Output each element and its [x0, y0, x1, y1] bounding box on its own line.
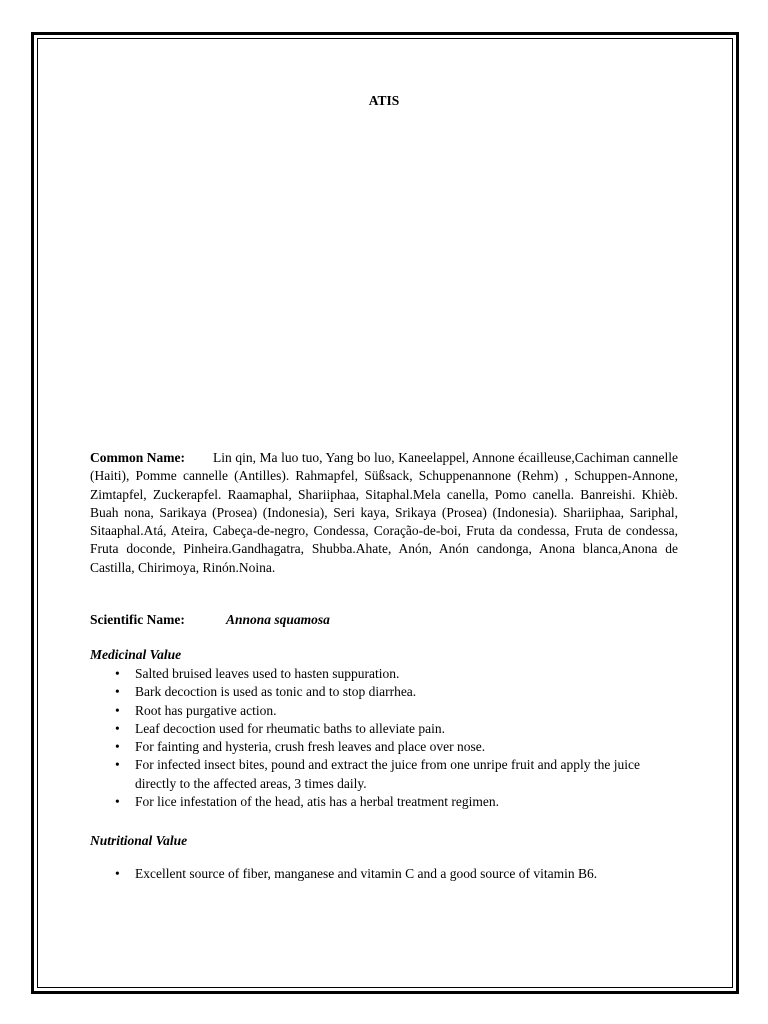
bullet-icon: • — [115, 739, 120, 755]
list-item: • Bark decoction is used as tonic and to stop diarrhea. — [90, 683, 680, 701]
common-name-paragraph — [90, 449, 678, 577]
common-name-text: Lin qin, Ma luo tuo, Yang bo luo, Kaneelappel, Annone écailleuse,Cachiman cannelle (Haiti), Pomme cannelle (Antilles). Rahmapfel, Süßsack, Schuppenannone (Rehm) , Schuppen-Annone, Zimtapfel, Zuckerapfel. Raamaphal, Shariiphaa, Sitaphal.Mela canella, Pomo canella. Banreishi. Khièb. Buah nona, Sarikaya (Prosea) (Indonesia), Seri kaya, Srikaya (Prosea) (Indonesia). Shariiphaa, Sariphal, Sitaaphal.Atá, Ateira, Cabeça-de-negro, Condessa, Coração-de-boi, Fruta da condessa, Fruta de condessa, Fruta doconde, Pinheira.Gandhagatra, Shubba.Ahate, Anón, Anón candonga, Anona blanca,Anona de Castilla, Chirimoya, Rinón.Noina. — [90, 450, 679, 575]
medicinal-value-heading: Medicinal Value — [90, 647, 182, 662]
scientific-name-label: Scientific Name: — [90, 612, 185, 627]
bullet-icon: • — [115, 666, 120, 681]
list-item: • Leaf decoction used for rheumatic baths to alleviate pain. — [90, 720, 680, 738]
common-name-label: Common Name: — [90, 450, 186, 465]
bullet-icon: • — [115, 757, 120, 773]
list-item: • Root has purgative action. — [90, 702, 680, 720]
bullet-icon: • — [115, 866, 120, 881]
bullet-icon: • — [115, 794, 120, 810]
scientific-name-line — [90, 612, 330, 628]
document-title: ATIS — [368, 93, 400, 108]
list-item: • Salted bruised leaves used to hasten suppuration. — [90, 665, 680, 683]
bullet-icon: • — [115, 684, 120, 700]
nutritional-value-list — [90, 865, 680, 883]
list-item: • For infected insect bites, pound and extract the juice from one unripe fruit and apply the juice directly to the affected areas, 3 times daily. — [115, 757, 640, 791]
list-item: • For lice infestation of the head, atis has a herbal treatment regimen. — [90, 793, 680, 811]
list-item: • Excellent source of fiber, manganese and vitamin C and a good source of vitamin B6. — [90, 865, 680, 883]
bullet-icon: • — [115, 720, 120, 736]
bullet-icon: • — [115, 702, 120, 718]
list-item: • For fainting and hysteria, crush fresh leaves and place over nose. — [90, 738, 680, 756]
scientific-name-value: Annona squamosa — [226, 612, 330, 627]
nutritional-value-heading: Nutritional Value — [90, 833, 188, 848]
medicinal-value-list — [90, 665, 680, 811]
